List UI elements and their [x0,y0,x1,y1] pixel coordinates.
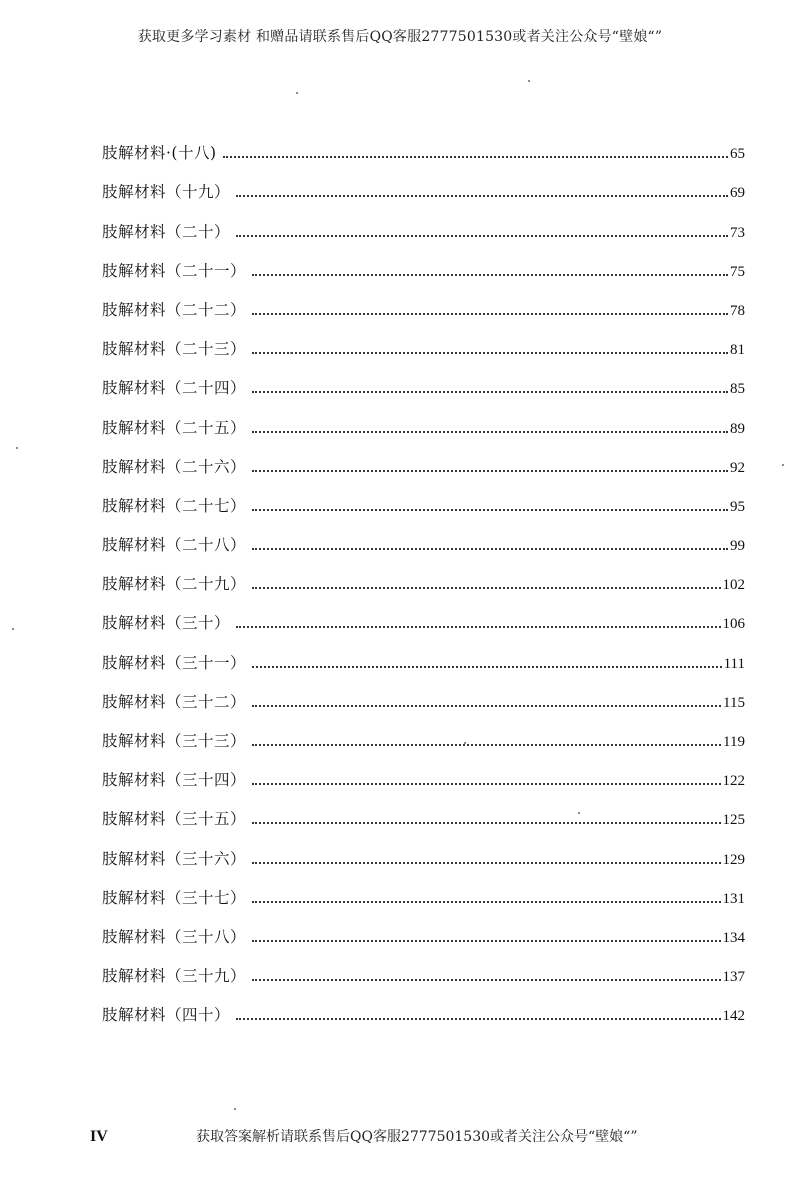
toc-page-number: 102 [722,577,745,594]
toc-entry-title: 肢解材料·(十八) [102,144,217,163]
toc-row[interactable] [102,124,745,163]
toc-page-number: 129 [722,851,745,868]
toc-page-number: 78 [730,302,745,319]
toc-page-number: 115 [723,694,745,711]
toc-row[interactable] [102,594,745,633]
scan-speck [464,742,466,744]
toc-row[interactable] [102,163,745,202]
dot-leader [236,235,728,237]
toc-entry-title: 肢解材料（三十九） [102,967,247,986]
toc-row[interactable] [102,790,745,829]
toc-row[interactable] [102,751,745,790]
toc-row[interactable] [102,673,745,712]
toc-page-number: 92 [730,459,745,476]
toc-entry-title: 肢解材料（二十九） [102,575,247,594]
toc-page-number: 81 [730,342,745,359]
toc-page-number: 65 [730,146,745,163]
footer-note: 获取答案解析请联系售后QQ客服2777501530或者关注公众号“壁娘“” [196,1129,638,1145]
dot-leader [223,156,728,158]
dot-leader [252,313,728,315]
toc-page-number: 111 [723,655,745,672]
toc-entry-title: 肢解材料（三十） [102,614,231,633]
toc-row[interactable] [102,359,745,398]
scan-speck [782,464,784,466]
toc-page-number: 119 [723,734,745,750]
toc-row[interactable] [102,398,745,437]
toc-page-number: 142 [722,1008,745,1025]
toc-row[interactable] [102,438,745,477]
toc-entry-title: 肢解材料（十九） [102,183,231,202]
toc-page-number: 69 [730,185,745,202]
dot-leader [252,940,720,942]
scan-speck [290,352,292,354]
toc-entry-title: 肢解材料（二十） [102,222,231,241]
toc-page-number: 125 [722,812,745,829]
toc-page-number: 122 [722,773,745,790]
dot-leader [252,901,720,903]
scan-speck [234,1108,236,1110]
toc-row[interactable] [102,712,745,751]
toc-entry-title: 肢解材料（二十七） [102,496,247,515]
dot-leader [252,431,728,433]
scan-speck [528,80,530,82]
toc-row[interactable] [102,829,745,868]
toc-page-number: 137 [722,969,745,986]
dot-leader [236,195,728,197]
dot-leader [252,509,728,511]
dot-leader [252,822,720,824]
toc-entry-title: 肢解材料（二十八） [102,536,247,555]
toc-entry-title: 肢解材料（二十五） [102,418,247,437]
toc-entry-title: 肢解材料（二十六） [102,457,247,476]
toc-row[interactable] [102,908,745,947]
toc-page-number: 75 [730,263,745,280]
dot-leader [236,626,720,628]
toc-row[interactable] [102,947,745,986]
dot-leader [252,587,720,589]
dot-leader [236,1018,720,1020]
toc-page-number: 95 [730,498,745,515]
dot-leader [252,470,728,472]
scan-speck [578,812,580,814]
toc-page-number: 134 [722,929,745,946]
toc-entry-title: 肢解材料（四十） [102,1006,231,1025]
dot-leader [252,391,728,393]
toc-row[interactable] [102,477,745,516]
dot-leader [252,666,722,668]
page-number: IV [90,1128,108,1145]
toc-row[interactable] [102,516,745,555]
scan-speck [12,628,14,630]
dot-leader [252,705,721,707]
toc-row[interactable] [102,242,745,281]
dot-leader [252,979,720,981]
scan-speck [296,92,298,94]
toc-entry-title: 肢解材料（三十四） [102,771,247,790]
toc-row[interactable] [102,555,745,594]
toc-entry-title: 肢解材料（三十六） [102,849,247,868]
dot-leader [252,783,720,785]
toc-entry-title: 肢解材料（二十一） [102,261,247,280]
toc-entry-title: 肢解材料（三十一） [102,653,247,672]
toc-entry-title: 肢解材料（三十二） [102,692,247,711]
dot-leader [252,862,720,864]
toc-entry-title: 肢解材料（二十二） [102,300,247,319]
toc-row[interactable] [102,281,745,320]
toc-page-number: 73 [730,224,745,241]
toc-entry-title: 肢解材料（三十三） [102,732,247,750]
scan-speck [16,447,18,449]
toc-entry-title: 肢解材料（三十七） [102,888,247,907]
header-note: 获取更多学习素材 和赠品请联系售后QQ客服2777501530或者关注公众号“壁娘“” [137,29,663,45]
dot-leader [252,352,728,354]
dot-leader [252,744,721,746]
dot-leader [252,274,728,276]
toc-row[interactable] [102,202,745,241]
toc-page-number: 106 [722,616,745,633]
toc-entry-title: 肢解材料（二十三） [102,340,247,359]
toc-row[interactable] [102,633,745,672]
toc-page-number: 131 [722,890,745,907]
toc-row[interactable] [102,986,745,1025]
toc-row[interactable] [102,869,745,908]
toc-page-number: 89 [730,420,745,437]
toc-entry-title: 肢解材料（三十五） [102,810,247,829]
toc-page-number: 85 [730,381,745,398]
toc-entry-title: 肢解材料（三十八） [102,927,247,946]
toc-entry-title: 肢解材料（二十四） [102,379,247,398]
table-of-contents [102,124,745,1025]
toc-row[interactable] [102,320,745,359]
dot-leader [252,548,728,550]
toc-page-number: 99 [730,538,745,555]
